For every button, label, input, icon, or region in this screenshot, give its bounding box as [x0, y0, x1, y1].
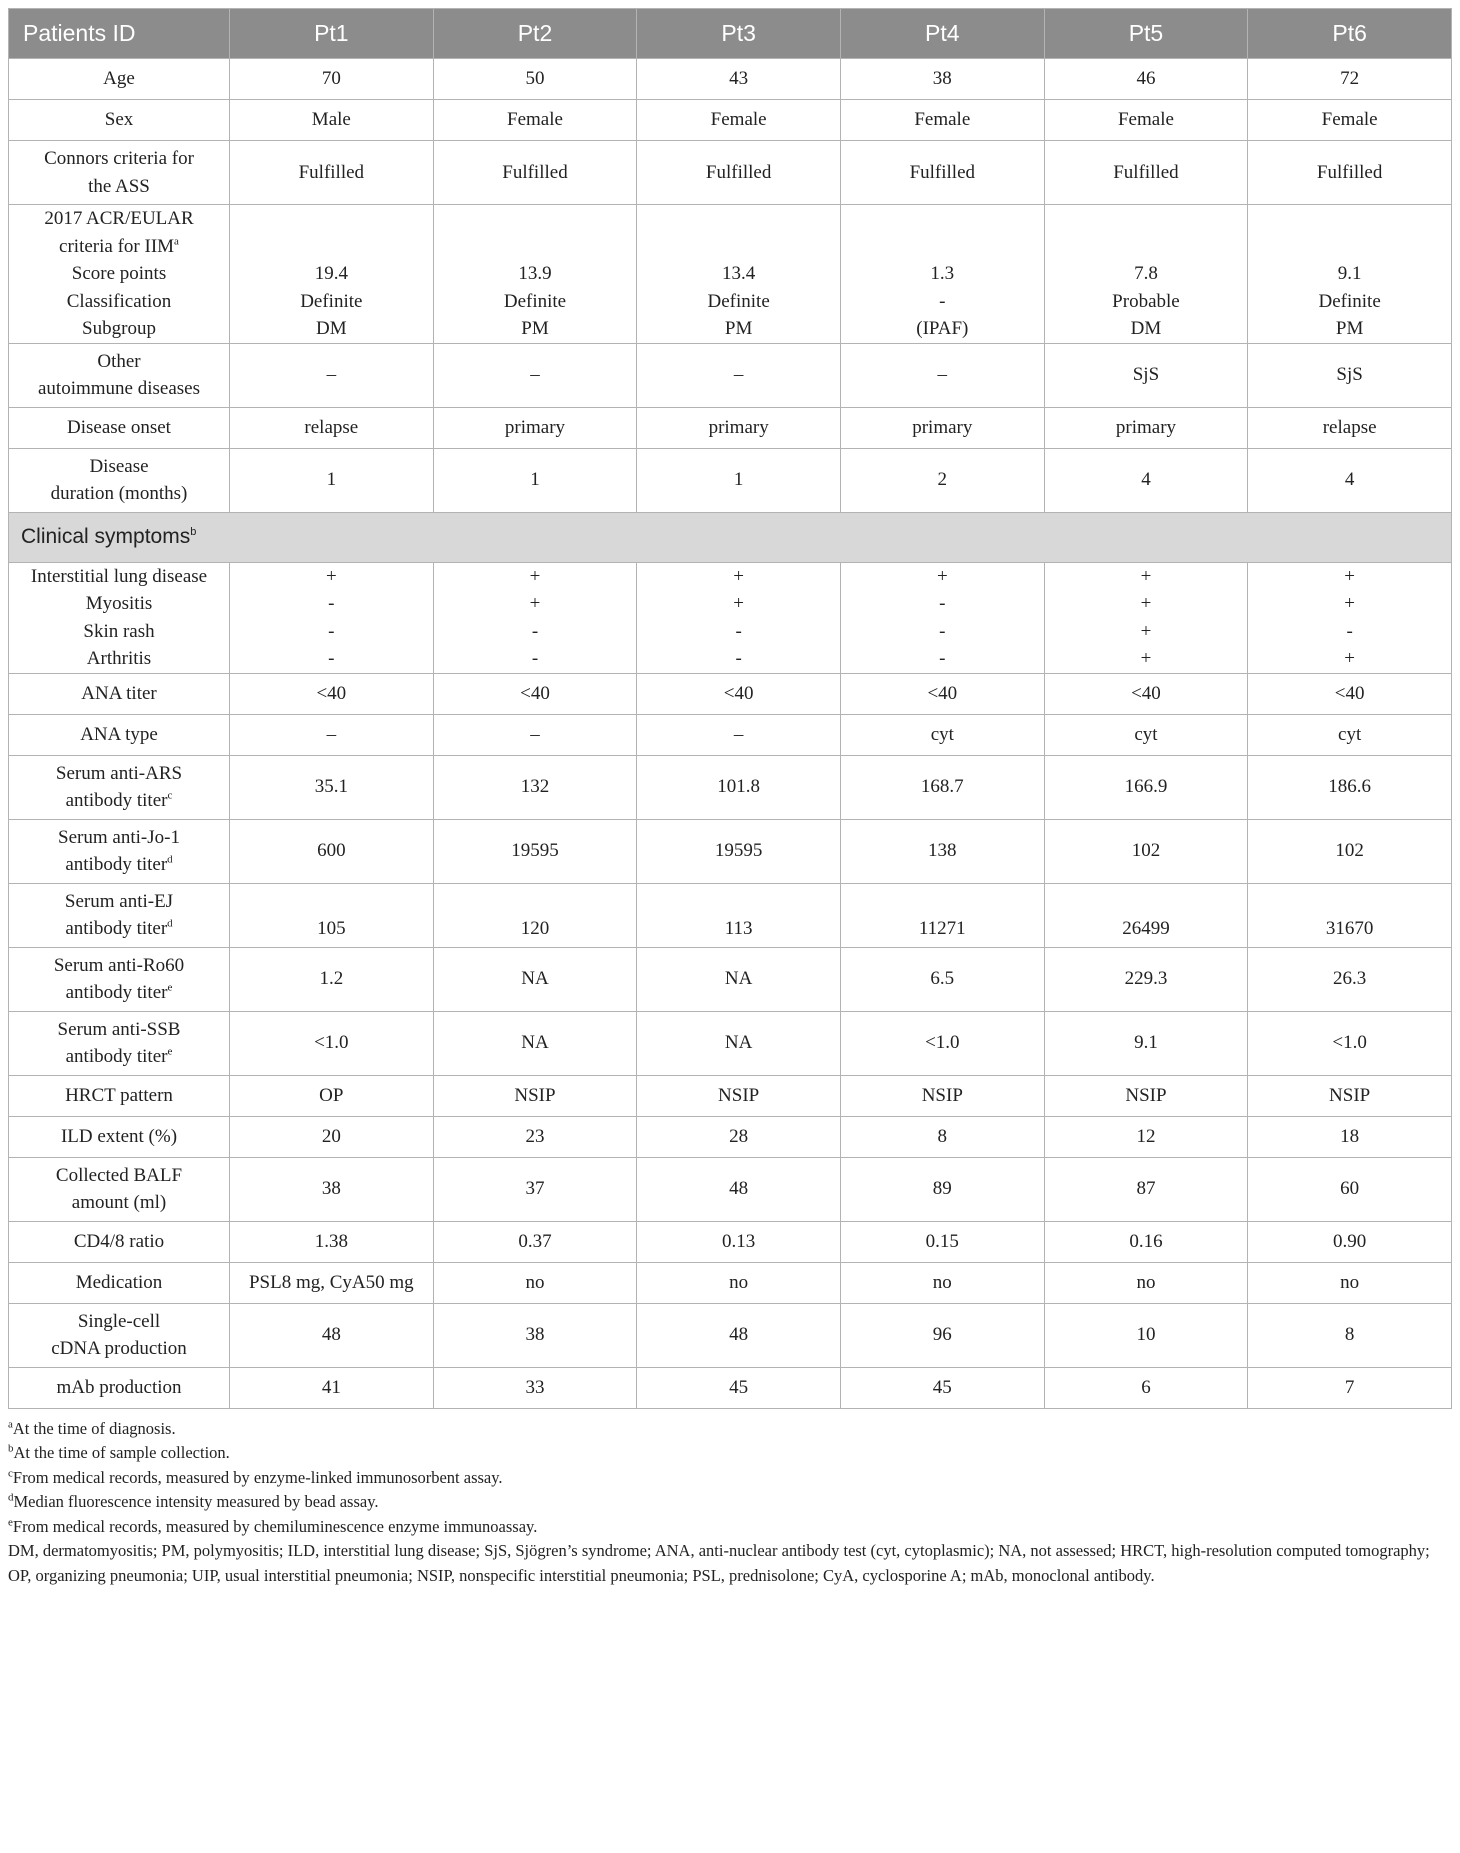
table-cell-pt1: Fulfilled: [230, 141, 434, 205]
table-cell-pt2: 23: [433, 1116, 637, 1157]
table-cell-pt3: <40: [637, 673, 841, 714]
patient-characteristics-table: [8, 8, 1452, 1409]
table-cell-pt5: 0.16: [1044, 1221, 1248, 1262]
table-row: [9, 1367, 1452, 1408]
row-label-text: Connors criteria for the ASS: [44, 148, 194, 197]
table-cell-pt4: cyt: [840, 714, 1044, 755]
table-cell-pt5: 26499: [1044, 883, 1248, 947]
table-cell-pt6: cyt: [1248, 714, 1452, 755]
table-cell-pt6: 8: [1248, 1303, 1452, 1367]
row-label: [9, 141, 230, 205]
table-cell-pt3: NA: [637, 1011, 841, 1075]
table-cell-pt5: 4: [1044, 448, 1248, 512]
row-label: [9, 714, 230, 755]
table-cell-pt2: no: [433, 1262, 637, 1303]
table-cell-pt3: 19595: [637, 819, 841, 883]
table-cell-pt2: 50: [433, 59, 637, 100]
table-cell-pt6: NSIP: [1248, 1075, 1452, 1116]
row-label: [9, 1075, 230, 1116]
table-cell-pt2: 19595: [433, 819, 637, 883]
row-label: [9, 1116, 230, 1157]
footnote-marker: e: [167, 981, 173, 994]
footnote: [8, 1466, 1452, 1491]
table-cell-pt4: 89: [840, 1157, 1044, 1221]
table-cell-pt5: 87: [1044, 1157, 1248, 1221]
table-cell-pt4: Fulfilled: [840, 141, 1044, 205]
table-cell-pt6: relapse: [1248, 407, 1452, 448]
table-row: [9, 1303, 1452, 1367]
row-label-text: mAb production: [56, 1376, 182, 1398]
table-cell-pt6: <40: [1248, 673, 1452, 714]
table-cell-pt6: 60: [1248, 1157, 1452, 1221]
header-patients-id: Patients ID: [9, 9, 230, 59]
row-label-text-continued: Score points Classification Subgroup: [66, 263, 172, 339]
table-cell-pt2: 33: [433, 1367, 637, 1408]
table-cell-pt4: 11271: [840, 883, 1044, 947]
table-cell-pt1: –: [230, 714, 434, 755]
table-cell-pt6: <1.0: [1248, 1011, 1452, 1075]
abbreviations-note: DM, dermatomyositis; PM, polymyositis; ILD, interstitial lung disease; SjS, Sjögren’s syndrome; ANA, anti-nuclear antibody test (cyt, cytoplasmic); NA, not assessed; HRCT, high-resolution computed tomography; OP, organizing pneumonia; UIP, usual interstitial pneumonia; NSIP, nonspecific interstitial pneumonia; PSL, prednisolone; CyA, cyclosporine A; mAb, monoclonal antibody.: [8, 1541, 1430, 1585]
table-cell-pt1: 41: [230, 1367, 434, 1408]
table-cell-pt2: –: [433, 343, 637, 407]
table-cell-pt6: no: [1248, 1262, 1452, 1303]
row-label: [9, 1367, 230, 1408]
row-label: [9, 1157, 230, 1221]
footnote-marker: b: [190, 526, 197, 539]
row-label-text: 2017 ACR/EULAR criteria for IIM: [44, 208, 194, 257]
footnote-text: From medical records, measured by chemiluminescence enzyme immunoassay.: [12, 1516, 538, 1536]
row-label-text: Disease onset: [67, 416, 171, 438]
row-label-text: Disease duration (months): [50, 455, 188, 504]
table-cell-pt4: 38: [840, 59, 1044, 100]
table-cell-pt5: 102: [1044, 819, 1248, 883]
row-label-text: Age: [103, 68, 135, 90]
footnote-marker: a: [174, 235, 179, 248]
table-cell-pt5: <40: [1044, 673, 1248, 714]
footnote-marker: a: [8, 1418, 13, 1430]
header-pt4: Pt4: [840, 9, 1044, 59]
table-cell-pt3: Fulfilled: [637, 141, 841, 205]
table-cell-pt2: 0.37: [433, 1221, 637, 1262]
header-pt5: Pt5: [1044, 9, 1248, 59]
table-cell-pt6: 7: [1248, 1367, 1452, 1408]
footnote: [8, 1417, 1452, 1442]
table-footnotes: [8, 1417, 1452, 1589]
table-cell-pt3: –: [637, 714, 841, 755]
footnote-marker: c: [167, 789, 173, 802]
row-label-text: Serum anti-SSB antibody titer: [57, 1018, 181, 1067]
table-cell-pt3: –: [637, 343, 841, 407]
table-cell-pt2: primary: [433, 407, 637, 448]
table-cell-pt1: relapse: [230, 407, 434, 448]
table-row: [9, 1116, 1452, 1157]
table-cell-pt4: 168.7: [840, 755, 1044, 819]
table-cell-pt6: 72: [1248, 59, 1452, 100]
table-cell-pt2: <40: [433, 673, 637, 714]
table-cell-pt6: Female: [1248, 100, 1452, 141]
table-cell-pt3: 0.13: [637, 1221, 841, 1262]
table-cell-pt5: 12: [1044, 1116, 1248, 1157]
header-pt3: Pt3: [637, 9, 841, 59]
table-row: [9, 343, 1452, 407]
row-label: [9, 448, 230, 512]
table-cell-pt1: –: [230, 343, 434, 407]
table-cell-pt6: 18: [1248, 1116, 1452, 1157]
table-cell-pt5: Fulfilled: [1044, 141, 1248, 205]
table-cell-pt2: Female: [433, 100, 637, 141]
section-title: [9, 512, 1452, 562]
row-label: [9, 1262, 230, 1303]
table-cell-pt4: Female: [840, 100, 1044, 141]
table-row: [9, 1011, 1452, 1075]
footnote-marker: b: [8, 1442, 14, 1455]
table-cell-pt4: no: [840, 1262, 1044, 1303]
table-cell-pt2: 13.9 Definite PM: [433, 205, 637, 344]
table-row: [9, 883, 1452, 947]
table-cell-pt5: cyt: [1044, 714, 1248, 755]
row-label: [9, 673, 230, 714]
footnote-marker: d: [167, 917, 173, 930]
table-cell-pt2: NA: [433, 947, 637, 1011]
footnote-marker: d: [8, 1491, 14, 1504]
table-cell-pt5: Female: [1044, 100, 1248, 141]
table-cell-pt3: NA: [637, 947, 841, 1011]
table-row: [9, 947, 1452, 1011]
row-label: [9, 1221, 230, 1262]
table-cell-pt1: OP: [230, 1075, 434, 1116]
table-cell-pt2: NSIP: [433, 1075, 637, 1116]
table-row: [9, 562, 1452, 673]
table-cell-pt6: 4: [1248, 448, 1452, 512]
table-cell-pt4: primary: [840, 407, 1044, 448]
row-label-text: Serum anti-Jo-1 antibody titer: [58, 826, 180, 875]
table-cell-pt2: 38: [433, 1303, 637, 1367]
patient-characteristics-table-container: [8, 8, 1452, 1588]
row-label: [9, 1303, 230, 1367]
row-label-text: CD4/8 ratio: [73, 1230, 165, 1252]
table-cell-pt3: + + - -: [637, 562, 841, 673]
footnote: [8, 1515, 1452, 1540]
table-cell-pt4: <40: [840, 673, 1044, 714]
header-pt1: Pt1: [230, 9, 434, 59]
footnote-text: From medical records, measured by enzyme-linked immunosorbent assay.: [12, 1467, 503, 1487]
table-row: [9, 714, 1452, 755]
table-cell-pt1: 1.2: [230, 947, 434, 1011]
table-cell-pt6: 26.3: [1248, 947, 1452, 1011]
row-label: [9, 1011, 230, 1075]
table-cell-pt1: 19.4 Definite DM: [230, 205, 434, 344]
row-label-text: Sex: [104, 109, 134, 131]
table-row: [9, 1075, 1452, 1116]
table-cell-pt6: + + - +: [1248, 562, 1452, 673]
table-cell-pt4: 0.15: [840, 1221, 1044, 1262]
table-cell-pt3: 45: [637, 1367, 841, 1408]
table-cell-pt1: 1.38: [230, 1221, 434, 1262]
table-cell-pt1: 70: [230, 59, 434, 100]
footnote-marker: e: [8, 1516, 13, 1528]
table-cell-pt6: 186.6: [1248, 755, 1452, 819]
table-row: [9, 673, 1452, 714]
table-cell-pt3: Female: [637, 100, 841, 141]
row-label: [9, 407, 230, 448]
table-row: [9, 407, 1452, 448]
table-cell-pt1: 1: [230, 448, 434, 512]
row-label-text: Collected BALF amount (ml): [55, 1164, 183, 1213]
table-cell-pt2: 132: [433, 755, 637, 819]
table-cell-pt4: NSIP: [840, 1075, 1044, 1116]
row-label-text: Single-cell cDNA production: [51, 1310, 187, 1359]
table-cell-pt1: 105: [230, 883, 434, 947]
table-cell-pt3: primary: [637, 407, 841, 448]
table-cell-pt2: 1: [433, 448, 637, 512]
table-cell-pt2: 37: [433, 1157, 637, 1221]
table-cell-pt5: 10: [1044, 1303, 1248, 1367]
table-cell-pt1: + - - -: [230, 562, 434, 673]
row-label-text: HRCT pattern: [65, 1084, 173, 1106]
table-cell-pt5: 229.3: [1044, 947, 1248, 1011]
row-label: [9, 100, 230, 141]
table-cell-pt5: + + + +: [1044, 562, 1248, 673]
row-label-text: Serum anti-EJ antibody titer: [64, 890, 174, 939]
table-row: [9, 141, 1452, 205]
table-cell-pt1: PSL8 mg, CyA50 mg: [230, 1262, 434, 1303]
table-cell-pt2: + + - -: [433, 562, 637, 673]
table-cell-pt3: 48: [637, 1303, 841, 1367]
table-row: [9, 448, 1452, 512]
footnote-text: At the time of diagnosis.: [12, 1418, 176, 1438]
table-cell-pt5: 166.9: [1044, 755, 1248, 819]
header-pt6: Pt6: [1248, 9, 1452, 59]
table-cell-pt2: –: [433, 714, 637, 755]
table-row: [9, 755, 1452, 819]
table-cell-pt4: + - - -: [840, 562, 1044, 673]
table-cell-pt3: 28: [637, 1116, 841, 1157]
table-cell-pt2: 120: [433, 883, 637, 947]
table-cell-pt5: SjS: [1044, 343, 1248, 407]
table-cell-pt3: 48: [637, 1157, 841, 1221]
row-label: [9, 343, 230, 407]
footnote-text: Median fluorescence intensity measured by bead assay.: [13, 1492, 379, 1511]
table-cell-pt6: Fulfilled: [1248, 141, 1452, 205]
row-label: [9, 755, 230, 819]
row-label: [9, 59, 230, 100]
table-cell-pt3: 13.4 Definite PM: [637, 205, 841, 344]
table-cell-pt4: 45: [840, 1367, 1044, 1408]
row-label-text: Medication: [75, 1271, 163, 1293]
table-cell-pt5: 6: [1044, 1367, 1248, 1408]
table-cell-pt1: 20: [230, 1116, 434, 1157]
table-cell-pt6: 102: [1248, 819, 1452, 883]
table-row: [9, 100, 1452, 141]
table-cell-pt1: 48: [230, 1303, 434, 1367]
table-row: [9, 1157, 1452, 1221]
table-cell-pt3: 101.8: [637, 755, 841, 819]
section-row-clinical-symptoms: [9, 512, 1452, 562]
footnote: [8, 1441, 1452, 1466]
row-label: [9, 947, 230, 1011]
table-cell-pt6: 9.1 Definite PM: [1248, 205, 1452, 344]
table-cell-pt4: <1.0: [840, 1011, 1044, 1075]
table-cell-pt4: 96: [840, 1303, 1044, 1367]
row-label-text: Other autoimmune diseases: [38, 350, 200, 399]
table-cell-pt5: primary: [1044, 407, 1248, 448]
table-cell-pt1: Male: [230, 100, 434, 141]
row-label: [9, 205, 230, 344]
table-cell-pt3: no: [637, 1262, 841, 1303]
table-cell-pt3: 113: [637, 883, 841, 947]
row-label: [9, 819, 230, 883]
table-cell-pt5: no: [1044, 1262, 1248, 1303]
table-cell-pt5: 7.8 Probable DM: [1044, 205, 1248, 344]
footnote-text: At the time of sample collection.: [13, 1443, 230, 1462]
table-body: [9, 59, 1452, 1409]
table-cell-pt1: <1.0: [230, 1011, 434, 1075]
table-cell-pt3: NSIP: [637, 1075, 841, 1116]
table-cell-pt1: 600: [230, 819, 434, 883]
table-cell-pt1: <40: [230, 673, 434, 714]
table-cell-pt6: SjS: [1248, 343, 1452, 407]
row-label-text: ANA type: [80, 723, 158, 745]
row-label-text: ILD extent (%): [60, 1125, 178, 1147]
table-cell-pt4: 2: [840, 448, 1044, 512]
table-cell-pt5: NSIP: [1044, 1075, 1248, 1116]
table-row: [9, 1262, 1452, 1303]
table-cell-pt4: 8: [840, 1116, 1044, 1157]
table-cell-pt4: 1.3 - (IPAF): [840, 205, 1044, 344]
table-row: [9, 205, 1452, 344]
row-label: [9, 562, 230, 673]
footnote-marker: d: [167, 853, 173, 866]
footnote-marker: e: [167, 1045, 173, 1058]
footnote: [8, 1490, 1452, 1515]
table-cell-pt1: 38: [230, 1157, 434, 1221]
table-cell-pt5: 46: [1044, 59, 1248, 100]
table-row: [9, 59, 1452, 100]
table-cell-pt3: 43: [637, 59, 841, 100]
header-pt2: Pt2: [433, 9, 637, 59]
table-cell-pt2: NA: [433, 1011, 637, 1075]
table-cell-pt4: 6.5: [840, 947, 1044, 1011]
table-cell-pt2: Fulfilled: [433, 141, 637, 205]
table-header-row: [9, 9, 1452, 59]
table-cell-pt4: –: [840, 343, 1044, 407]
table-cell-pt4: 138: [840, 819, 1044, 883]
table-cell-pt3: 1: [637, 448, 841, 512]
table-cell-pt6: 0.90: [1248, 1221, 1452, 1262]
table-cell-pt1: 35.1: [230, 755, 434, 819]
table-row: [9, 1221, 1452, 1262]
table-cell-pt6: 31670: [1248, 883, 1452, 947]
row-label-text: ANA titer: [81, 682, 157, 704]
footnote-marker: c: [8, 1467, 13, 1479]
table-cell-pt5: 9.1: [1044, 1011, 1248, 1075]
row-label-text: Interstitial lung disease Myositis Skin rash Arthritis: [30, 565, 208, 669]
table-row: [9, 819, 1452, 883]
row-label-text: Serum anti-ARS antibody titer: [55, 762, 183, 811]
row-label-text: Serum anti-Ro60 antibody titer: [53, 954, 185, 1003]
row-label: [9, 883, 230, 947]
section-title-text: Clinical symptoms: [21, 525, 191, 549]
